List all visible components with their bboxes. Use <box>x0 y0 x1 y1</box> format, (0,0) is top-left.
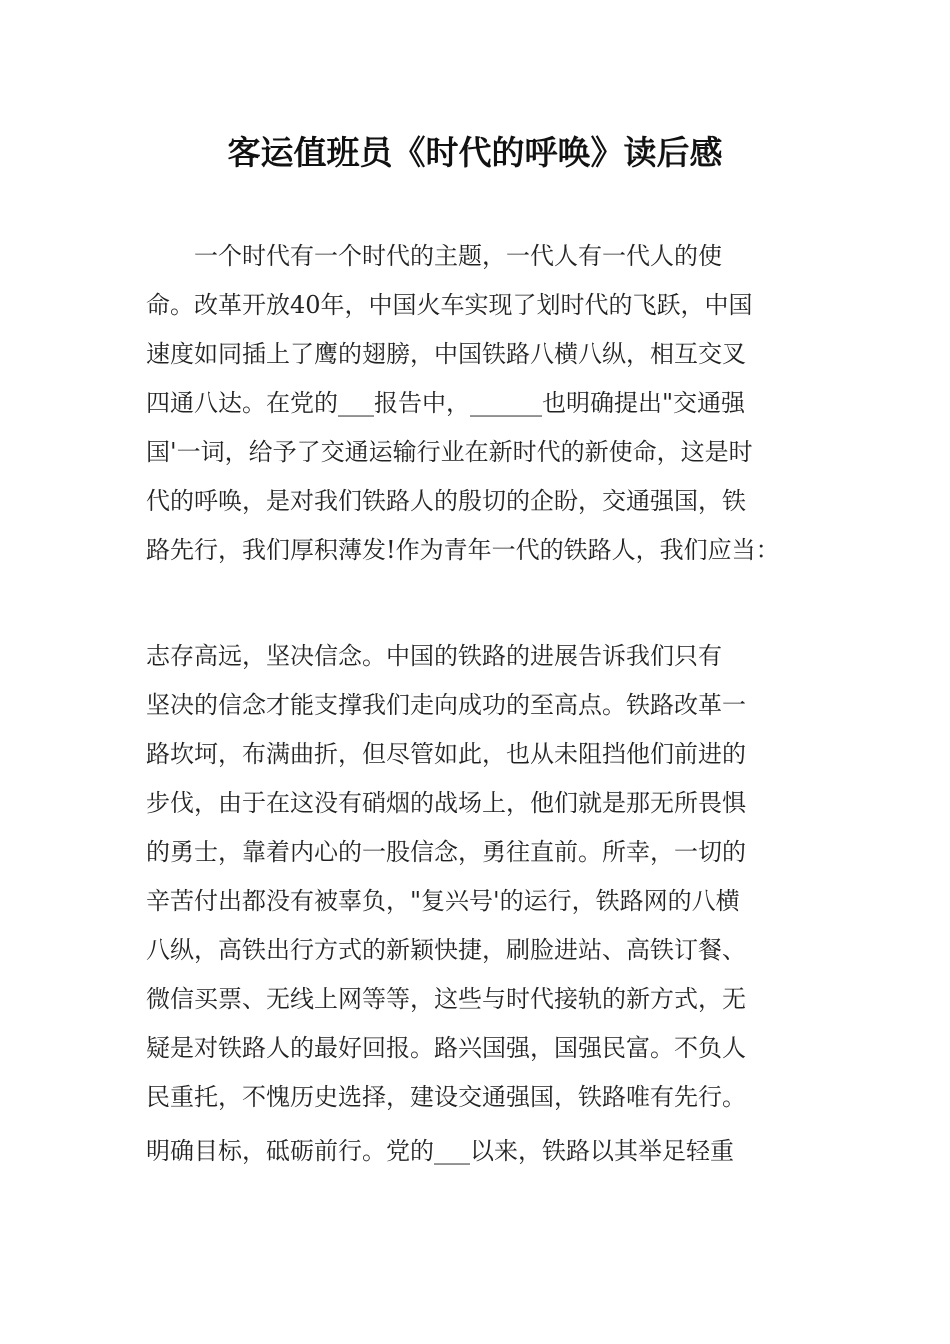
text-line: 坚决的信念才能支撑我们走向成功的至高点。铁路改革一 <box>146 691 746 719</box>
text-line: 明确目标，砥砺前行。党的___以来，铁路以其举足轻重 <box>146 1137 734 1165</box>
text-line: 一个时代有一个时代的主题，一代人有一代人的使 <box>146 242 722 270</box>
paragraph-1 <box>146 232 808 575</box>
text-line: 国'一词，给予了交通运输行业在新时代的新使命，这是时 <box>146 438 753 466</box>
text-line: 路先行，我们厚积薄发!作为青年一代的铁路人，我们应当： <box>146 536 780 564</box>
text-line: 命。改革开放40年，中国火车实现了划时代的飞跃，中国 <box>146 291 753 319</box>
text-line: 志存高远，坚决信念。中国的铁路的进展告诉我们只有 <box>146 642 722 670</box>
text-line: 代的呼唤，是对我们铁路人的殷切的企盼，交通强国，铁 <box>146 487 746 515</box>
text-line: 四通八达。在党的___报告中，______也明确提出"交通强 <box>146 389 746 417</box>
text-line: 的勇士，靠着内心的一股信念，勇往直前。所幸，一切的 <box>146 838 746 866</box>
text-line: 民重托，不愧历史选择，建设交通强国，铁路唯有先行。 <box>146 1083 746 1111</box>
paragraph-3 <box>146 1127 808 1176</box>
text-line: 疑是对铁路人的最好回报。路兴国强，国强民富。不负人 <box>146 1034 746 1062</box>
text-line: 步伐，由于在这没有硝烟的战场上，他们就是那无所畏惧 <box>146 789 746 817</box>
text-line: 路坎坷，布满曲折，但尽管如此，也从未阻挡他们前进的 <box>146 740 746 768</box>
document-title: 客运值班员《时代的呼唤》读后感 <box>227 133 723 172</box>
text-line: 速度如同插上了鹰的翅膀，中国铁路八横八纵，相互交叉 <box>146 340 746 368</box>
paragraph-2 <box>146 632 808 1122</box>
text-line: 八纵，高铁出行方式的新颖快捷，刷脸进站、高铁订餐、 <box>146 936 746 964</box>
text-line: 微信买票、无线上网等等，这些与时代接轨的新方式，无 <box>146 985 746 1013</box>
text-line: 辛苦付出都没有被辜负，"复兴号'的运行，铁路网的八横 <box>146 887 740 915</box>
